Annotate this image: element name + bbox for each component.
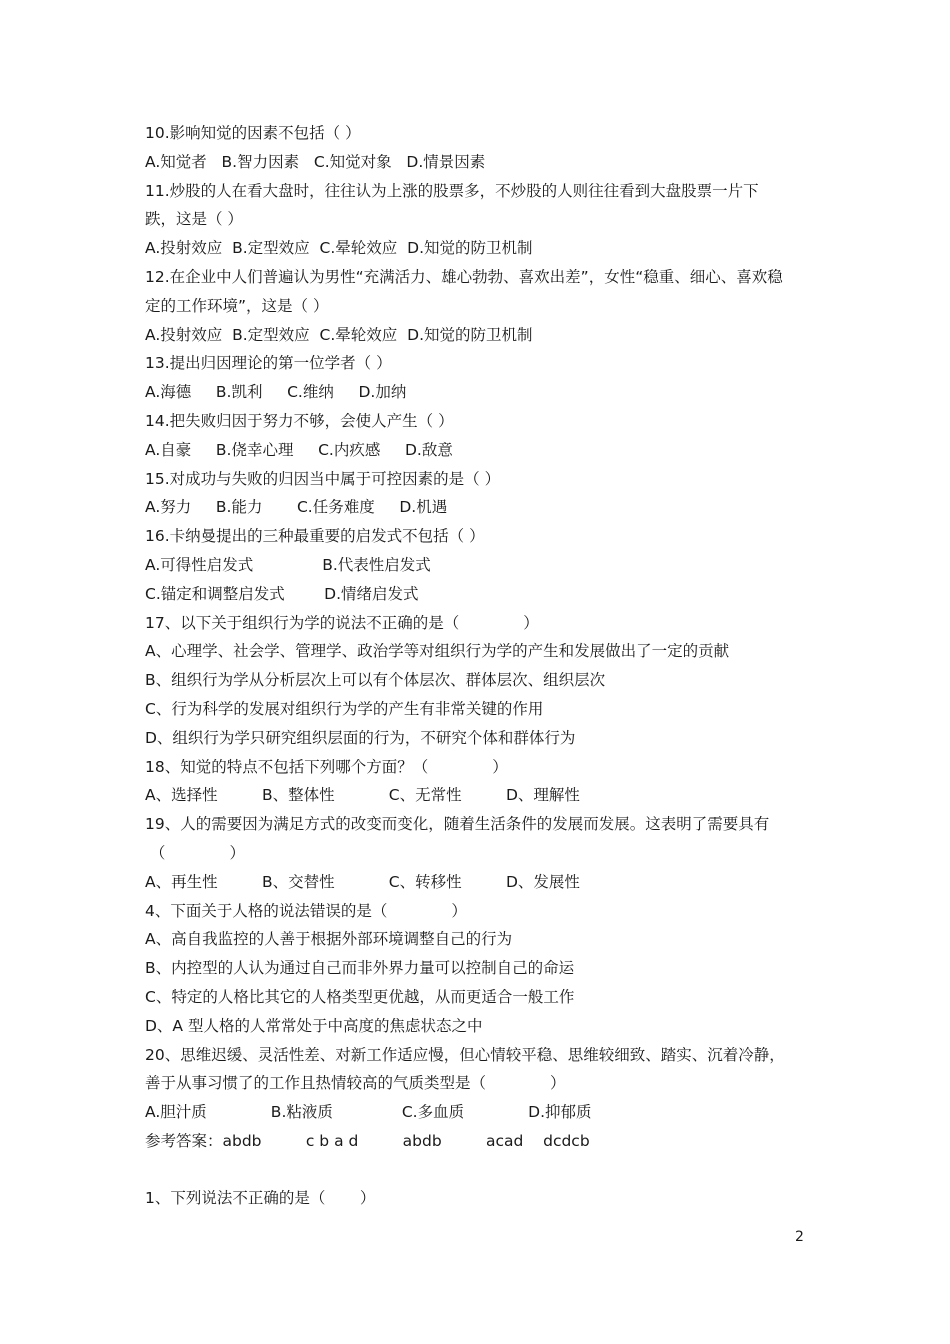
question-20-stem-line-2: 善于从事习惯了的工作且热情较高的气质类型是（ ） (145, 1074, 566, 1093)
question-14-stem: 14.把失败归因于努力不够，会使人产生（ ） (145, 411, 454, 430)
question-15-stem: 15.对成功与失败的归因当中属于可控因素的是（ ） (145, 469, 501, 488)
question-11-options: A.投射效应 B.定型效应 C.晕轮效应 D.知觉的防卫机制 (145, 239, 533, 258)
question-16-options-row-1: A.可得性启发式 B.代表性启发式 (145, 555, 431, 574)
question-18-options: A、选择性 B、整体性 C、无常性 D、理解性 (145, 786, 580, 805)
question-4-option-a: A、高自我监控的人善于根据外部环境调整自己的行为 (145, 930, 513, 949)
question-12-options: A.投射效应 B.定型效应 C.晕轮效应 D.知觉的防卫机制 (145, 325, 533, 344)
question-12-stem-line-2: 定的工作环境”，这是（ ） (145, 296, 329, 315)
question-18-stem: 18、知觉的特点不包括下列哪个方面？（ ） (145, 757, 508, 776)
question-19-options: A、再生性 B、交替性 C、转移性 D、发展性 (145, 872, 580, 891)
question-15-options: A.努力 B.能力 C.任务难度 D.机遇 (145, 498, 448, 517)
question-11-stem-line-2: 跌，这是（ ） (145, 210, 243, 229)
question-14-options: A.自豪 B.侥幸心理 C.内疚感 D.敌意 (145, 440, 453, 459)
question-17-option-b: B、组织行为学从分析层次上可以有个体层次、群体层次、组织层次 (145, 671, 606, 690)
question-16-stem: 16.卡纳曼提出的三种最重要的启发式不包括（ ） (145, 527, 485, 546)
question-11-stem-line-1: 11.炒股的人在看大盘时，往往认为上涨的股票多，不炒股的人则往往看到大盘股票一片下 (145, 181, 759, 200)
question-4-option-b: B、内控型的人认为通过自己而非外界力量可以控制自己的命运 (145, 959, 575, 978)
question-4-stem: 4、下面关于人格的说法错误的是（ ） (145, 901, 467, 920)
blank-line (145, 1156, 815, 1185)
question-17-option-d: D、组织行为学只研究组织层面的行为，不研究个体和群体行为 (145, 728, 576, 747)
question-12-stem-line-1: 12.在企业中人们普遍认为男性“充满活力、雄心勃勃、喜欢出差”，女性“稳重、细心、喜欢稳 (145, 267, 783, 286)
question-10-options: A.知觉者 B.智力因素 C.知觉对象 D.情景因素 (145, 152, 486, 171)
question-10-stem: 10.影响知觉的因素不包括（ ） (145, 124, 361, 142)
document-body (145, 119, 815, 1213)
question-4-option-d: D、A 型人格的人常常处于中高度的焦虑状态之中 (145, 1016, 483, 1035)
question-13-options: A.海德 B.凯利 C.维纳 D.加纳 (145, 383, 407, 402)
question-20-stem-line-1: 20、思维迟缓、灵活性差、对新工作适应慢，但心情较平稳、思维较细致、踏实、沉着冷静， (145, 1045, 785, 1064)
question-19-stem-line-2: （ ） (145, 843, 245, 862)
question-4-option-c: C、特定的人格比其它的人格类型更优越，从而更适合一般工作 (145, 987, 575, 1006)
page-number: 2 (795, 1229, 804, 1245)
question-17-option-a: A、心理学、社会学、管理学、政治学等对组织行为学的产生和发展做出了一定的贡献 (145, 642, 730, 661)
next-section-question-1: 1、下列说法不正确的是（ ） (145, 1189, 376, 1208)
question-17-option-c: C、行为科学的发展对组织行为学的产生有非常关键的作用 (145, 699, 544, 718)
question-20-options: A.胆汁质 B.粘液质 C.多血质 D.抑郁质 (145, 1103, 592, 1122)
answer-key: 参考答案：abdb c b a d abdb acad dcdcb (145, 1131, 590, 1150)
question-16-options-row-2: C.锚定和调整启发式 D.情绪启发式 (145, 584, 419, 603)
question-13-stem: 13.提出归因理论的第一位学者（ ） (145, 354, 392, 373)
question-17-stem: 17、以下关于组织行为学的说法不正确的是（ ） (145, 613, 539, 632)
question-19-stem-line-1: 19、人的需要因为满足方式的改变而变化，随着生活条件的发展而发展。这表明了需要具有 (145, 815, 770, 834)
